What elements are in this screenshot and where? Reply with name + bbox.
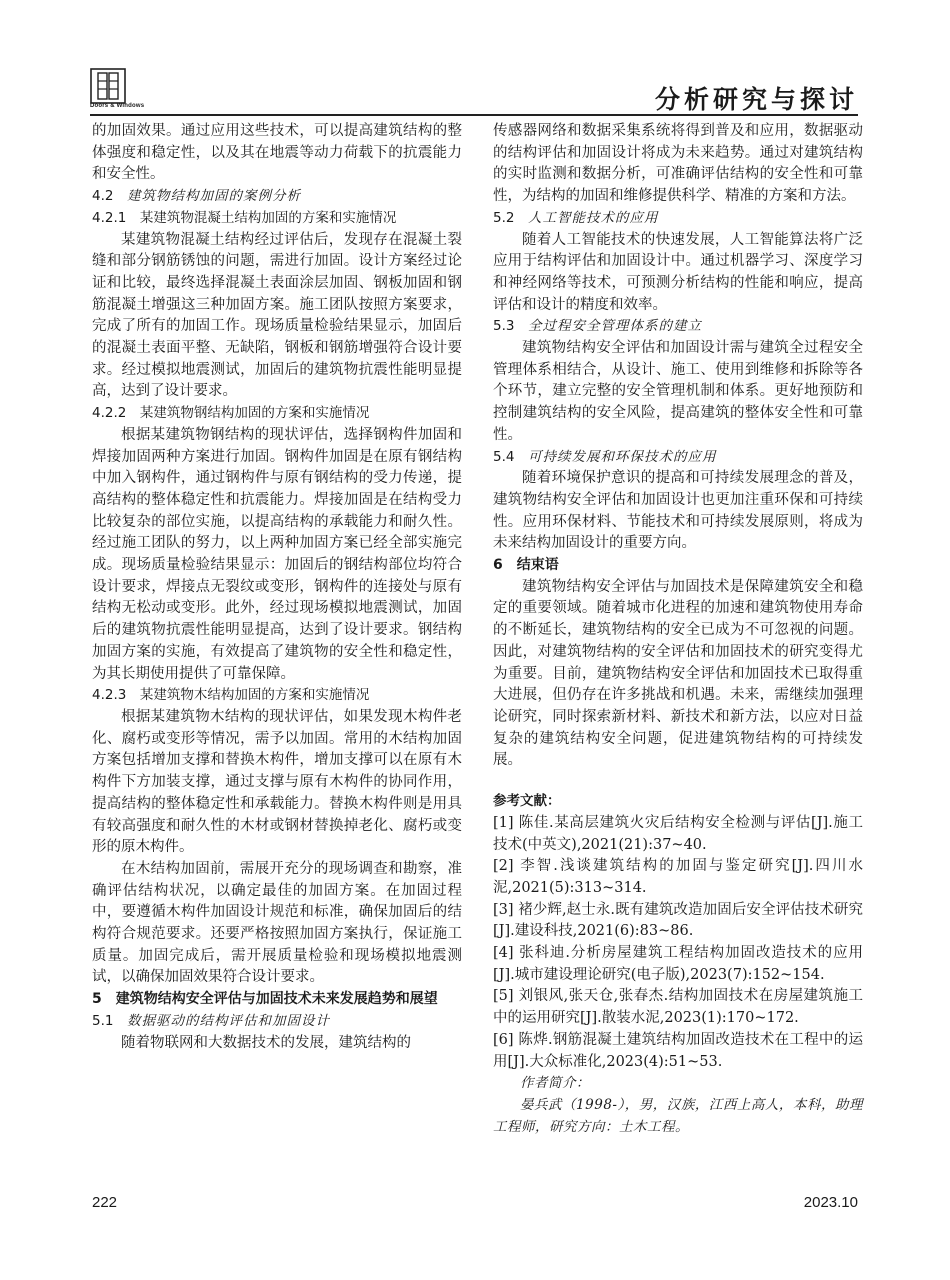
references-title: 参考文献： xyxy=(493,793,561,810)
right-column xyxy=(493,121,863,1138)
heading-5-3: 5.3 全过程安全管理体系的建立 xyxy=(493,318,702,335)
reference-item: [1] 陈佳.某高层建筑火灾后结构安全检测与评估[J].施工技术(中英文),2021(21):37~40. xyxy=(493,814,863,853)
heading-4-2-1: 4.2.1 某建筑物混凝土结构加固的方案和实施情况 xyxy=(92,209,397,226)
paragraph: 随着人工智能技术的快速发展，人工智能算法将广泛应用于结构评估和加固设计中。通过机器学习、深度学习和神经网络等技术，可预测分析结构的性能和响应，提高评估和设计的精度和效率。 xyxy=(493,231,863,313)
paragraph: 根据某建筑物钢结构的现状评估，选择钢构件加固和焊接加固两种方案进行加固。钢构件加固是在原有钢结构中加入钢构件，通过钢构件与原有钢结构的受力传递，提高结构的整体稳定性和抗震能力。焊接加固是在结构受力比较复杂的部位实施，以提高结构的承载能力和耐久性。经过施工团队的努力，以上两种加固方案已经全部实施完成。现场质量检验结果显示：加固后的钢结构部位均符合设计要求，焊接点无裂纹或变形，钢构件的连接处与原有结构无松动或变形。此外，经过现场模拟地震测试，加固后的建筑物抗震性能明显提高，达到了设计要求。钢结构加固方案的实施，有效提高了建筑物的安全性和稳定性，为其长期使用提供了可靠保障。 xyxy=(92,426,462,682)
paragraph: 在木结构加固前，需展开充分的现场调查和勘察，准确评估结构状况，以确定最佳的加固方案。在加固过程中，要遵循木构件加固设计规范和标准，确保加固后的结构符合规范要求。还要严格按照加固方案执行，保证施工质量。加固完成后，需开展质量检验和现场模拟地震测试，以确保加固效果符合设计要求。 xyxy=(92,860,462,986)
reference-item: [6] 陈烨.钢筋混凝土建筑结构加固改造技术在工程中的运用[J].大众标准化,2023(4):51~53. xyxy=(493,1031,863,1070)
paragraph: 建筑物结构安全评估与加固技术是保障建筑安全和稳定的重要领域。随着城市化进程的加速和建筑物使用寿命的不断延长，建筑物结构的安全已成为不可忽视的问题。因此，对建筑物结构的安全评估和加固技术的研究变得尤为重要。目前，建筑物结构安全评估和加固技术已取得重大进展，但仍存在许多挑战和机遇。未来，需继续加强理论研究，同时探索新材料、新技术和新方法，以应对日益复杂的建筑结构安全问题，促进建筑物结构的可持续发展。 xyxy=(493,578,863,769)
reference-item: [5] 刘银风,张天仓,张春杰.结构加固技术在房屋建筑施工中的运用研究[J].散装水泥,2023(1):170~172. xyxy=(493,988,863,1027)
paragraph: 随着环境保护意识的提高和可持续发展理念的普及，建筑物结构安全评估和加固设计也更加注重环保和可持续性。应用环保材料、节能技术和可持续发展原则，将成为未来结构加固设计的重要方向。 xyxy=(493,470,863,552)
paragraph: 传感器网络和数据采集系统将得到普及和应用，数据驱动的结构评估和加固设计将成为未来趋势。通过对建筑结构的实时监测和数据分析，可准确评估结构的安全性和可靠性，为结构的加固和维修提供科学、精准的方案和方法。 xyxy=(493,123,863,205)
heading-5-4: 5.4 可持续发展和环保技术的应用 xyxy=(493,448,717,465)
paragraph: 根据某建筑物木结构的现状评估，如果发现木构件老化、腐朽或变形等情况，需予以加固。常用的木结构加固方案包括增加支撑和替换木构件，增加支撑可以在原有木构件下方加装支撑，通过支撑与原有木构件的协同作用，提高结构的整体稳定性和承载能力。替换木构件则是用具有较高强度和耐久性的木材或钢材替换掉老化、腐朽或变形的原木构件。 xyxy=(92,708,462,856)
reference-item: [3] 褚少辉,赵士永.既有建筑改造加固后安全评估技术研究[J].建设科技,2021(6):83~86. xyxy=(493,901,863,940)
left-column xyxy=(92,121,462,1054)
heading-4-2-3: 4.2.3 某建筑物木结构加固的方案和实施情况 xyxy=(92,687,370,704)
heading-5: 5 建筑物结构安全评估与加固技术未来发展趋势和展望 xyxy=(92,991,438,1008)
issue-date: 2023.10 xyxy=(803,1194,858,1211)
paragraph: 某建筑物混凝土结构经过评估后，发现存在混凝土裂缝和部分钢筋锈蚀的问题，需进行加固。设计方案经过论证和比较，最终选择混凝土表面涂层加固、钢板加固和钢筋混凝土增强这三种加固方案。施工团队按照方案要求，完成了所有的加固工作。现场质量检验结果显示，加固后的混凝土表面平整、无缺陷，钢板和钢筋增强符合设计要求。经过模拟地震测试，加固后的建筑物抗震性能明显提高，达到了设计要求。 xyxy=(92,231,462,400)
author-label: 作者简介： xyxy=(520,1075,590,1092)
author-info: 晏兵武（1998-），男，汉族，江西上高人，本科，助理工程师，研究方向：土木工程。 xyxy=(493,1096,863,1135)
logo-caption: Doors & Windows xyxy=(90,103,145,109)
page-number: 222 xyxy=(92,1194,118,1211)
reference-item: [2] 李智.浅谈建筑结构的加固与鉴定研究[J].四川水泥,2021(5):313~314. xyxy=(493,858,863,896)
heading-5-2: 5.2 人工智能技术的应用 xyxy=(493,209,659,226)
paragraph: 建筑物结构安全评估和加固设计需与建筑全过程安全管理体系相结合，从设计、施工、使用到维修和拆除等各个环节，建立完整的安全管理机制和体系。更好地预防和控制建筑结构的安全风险，提高建筑的整体安全性和可靠性。 xyxy=(493,340,863,443)
header-rule xyxy=(90,114,858,116)
heading-6: 6 结束语 xyxy=(493,557,559,574)
heading-4-2-2: 4.2.2 某建筑物钢结构加固的方案和实施情况 xyxy=(92,405,370,422)
paragraph: 的加固效果。通过应用这些技术，可以提高建筑结构的整体强度和稳定性，以及其在地震等动力荷载下的抗震能力和安全性。 xyxy=(92,123,462,183)
section-title: 分析研究与探讨 xyxy=(654,85,858,114)
heading-5-1: 5.1 数据驱动的结构评估和加固设计 xyxy=(92,1012,330,1029)
reference-item: [4] 张科迪.分析房屋建筑工程结构加固改造技术的应用[J].城市建设理论研究(电子版),2023(7):152~154. xyxy=(493,945,863,983)
paragraph: 随着物联网和大数据技术的发展，建筑结构的 xyxy=(121,1034,411,1051)
heading-4-2: 4.2 建筑物结构加固的案例分析 xyxy=(92,188,301,205)
